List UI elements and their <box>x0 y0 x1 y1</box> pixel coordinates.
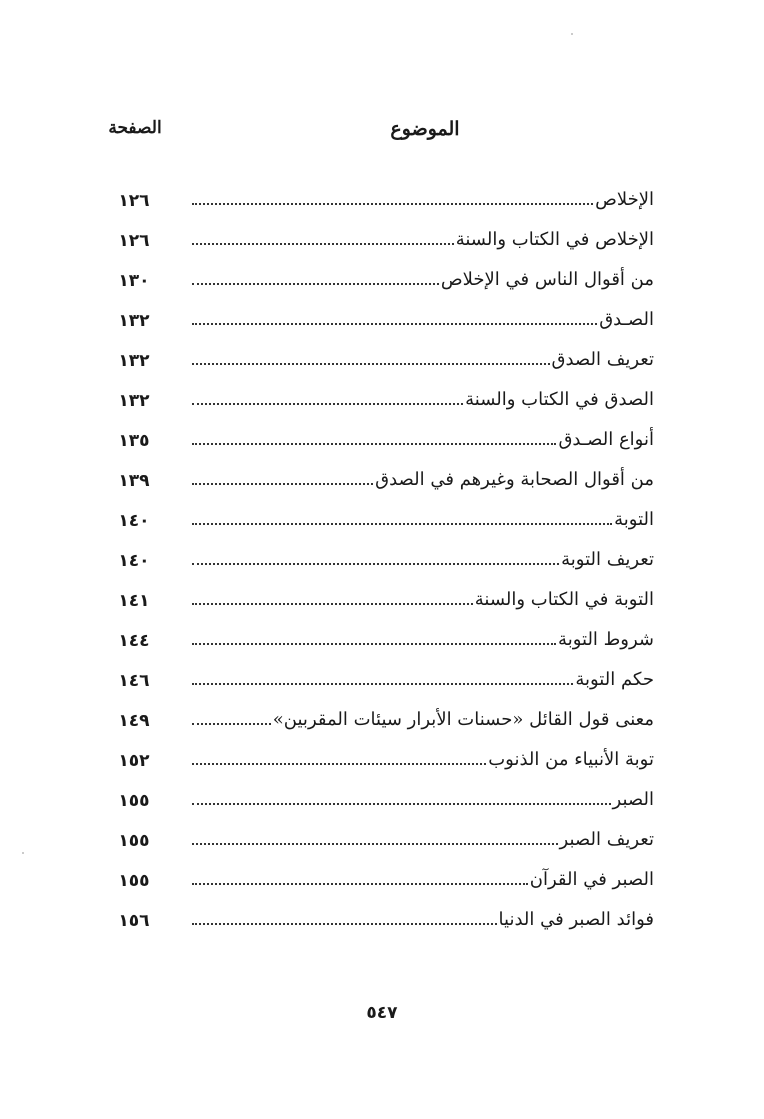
toc-entry-title: من أقوال الناس في الإخلاص <box>440 269 654 290</box>
toc-entry[interactable] <box>0 423 764 463</box>
toc-entry-title: الإخلاص <box>595 189 654 210</box>
toc-entry-line <box>192 429 654 459</box>
toc-entry-page: ١٣٢ <box>118 391 150 411</box>
toc-entry-title: حكم التوبة <box>575 669 654 690</box>
toc-entry[interactable] <box>0 863 764 903</box>
toc-entry[interactable] <box>0 503 764 543</box>
toc-entry-title: التوبة في الكتاب والسنة <box>474 589 654 610</box>
dot-leader <box>192 563 559 565</box>
dot-leader <box>192 323 597 325</box>
toc-entry-title: أنواع الصـدق <box>558 429 654 450</box>
toc-entry-title: الصبر في القرآن <box>529 869 654 890</box>
toc-entry-line <box>192 789 654 819</box>
dot-leader <box>192 803 611 805</box>
toc-entry-line <box>192 749 654 779</box>
toc-entry-page: ١٤٤ <box>118 631 150 651</box>
toc-entry-page: ١٤١ <box>118 591 150 611</box>
toc-entry[interactable] <box>0 303 764 343</box>
scan-speck <box>571 33 573 35</box>
toc-entry-page: ١٥٥ <box>118 791 150 811</box>
dot-leader <box>192 443 556 445</box>
dot-leader <box>192 723 271 725</box>
toc-entry-title: تعريف الصدق <box>551 349 654 370</box>
dot-leader <box>192 683 573 685</box>
page-number: ٥٤٧ <box>366 1003 398 1023</box>
toc-entry-title: الإخلاص في الكتاب والسنة <box>455 229 654 250</box>
toc-entry-page: ١٤٦ <box>118 671 150 691</box>
toc-entry[interactable] <box>0 743 764 783</box>
dot-leader <box>192 203 593 205</box>
toc-entry[interactable] <box>0 783 764 823</box>
toc-entry-line <box>192 589 654 619</box>
toc-entry-title: فوائد الصبر في الدنيا <box>498 909 654 930</box>
toc-entry-page: ١٣٠ <box>118 271 150 291</box>
toc-entry-line <box>192 309 654 339</box>
toc-entry-line <box>192 509 654 539</box>
toc-entry-page: ١٣٢ <box>118 311 150 331</box>
toc-entry[interactable] <box>0 903 764 943</box>
toc-entry[interactable] <box>0 623 764 663</box>
toc-entry[interactable] <box>0 383 764 423</box>
toc-entry-line <box>192 629 654 659</box>
dot-leader <box>192 763 486 765</box>
dot-leader <box>192 403 463 405</box>
toc-entry-page: ١٥٥ <box>118 871 150 891</box>
toc-entry-line <box>192 269 654 299</box>
dot-leader <box>192 483 373 485</box>
toc-entry[interactable] <box>0 223 764 263</box>
toc-entry-line <box>192 349 654 379</box>
toc-entry-page: ١٤٩ <box>118 711 150 731</box>
toc-entry[interactable] <box>0 583 764 623</box>
toc-entry-line <box>192 469 654 499</box>
toc-entry-line <box>192 229 654 259</box>
toc-entry-line <box>192 829 654 859</box>
toc-entry-page: ١٤٠ <box>118 551 150 571</box>
toc-entry[interactable] <box>0 543 764 583</box>
dot-leader <box>192 603 473 605</box>
scan-speck <box>22 852 24 854</box>
toc-entry-title: تعريف التوبة <box>561 549 654 570</box>
toc-entry[interactable] <box>0 463 764 503</box>
dot-leader <box>192 643 556 645</box>
toc-entry-title: تعريف الصبر <box>559 829 654 850</box>
toc-entry-line <box>192 709 654 739</box>
toc-entry-line <box>192 549 654 579</box>
toc-entry[interactable] <box>0 343 764 383</box>
toc-entry[interactable] <box>0 263 764 303</box>
toc-entry[interactable] <box>0 663 764 703</box>
toc-entry-page: ١٤٠ <box>118 511 150 531</box>
toc-entry-title: توبة الأنبياء من الذنوب <box>488 749 654 770</box>
toc-entry-page: ١٢٦ <box>118 191 150 211</box>
toc-entry-line <box>192 869 654 899</box>
toc-entry-page: ١٥٥ <box>118 831 150 851</box>
toc-entry-line <box>192 189 654 219</box>
toc-entry[interactable] <box>0 823 764 863</box>
table-of-contents <box>0 183 764 943</box>
toc-entry[interactable] <box>0 183 764 223</box>
dot-leader <box>192 883 528 885</box>
toc-entry-page: ١٣٥ <box>118 431 150 451</box>
dot-leader <box>192 843 558 845</box>
dot-leader <box>192 243 454 245</box>
toc-entry-title: الصـدق <box>599 309 654 330</box>
toc-entry-title: التوبة <box>614 509 654 530</box>
toc-entry-title: شروط التوبة <box>558 629 654 650</box>
toc-entry-line <box>192 389 654 419</box>
toc-entry-page: ١٥٢ <box>118 751 150 771</box>
dot-leader <box>192 283 439 285</box>
dot-leader <box>192 523 612 525</box>
toc-entry-page: ١٣٢ <box>118 351 150 371</box>
toc-entry-title: معنى قول القائل «حسنات الأبرار سيئات المقربين» <box>272 709 654 730</box>
dot-leader <box>192 363 550 365</box>
toc-entry-page: ١٣٩ <box>118 471 150 491</box>
topic-column-heading: الموضوع <box>390 118 460 140</box>
dot-leader <box>192 923 497 925</box>
toc-entry-title: الصدق في الكتاب والسنة <box>465 389 654 410</box>
toc-entry-title: من أقوال الصحابة وغيرهم في الصدق <box>375 469 654 490</box>
toc-entry-page: ١٥٦ <box>118 911 150 931</box>
page-column-heading: الصفحة <box>108 118 162 138</box>
toc-entry-title: الصبر <box>612 789 654 810</box>
toc-header <box>0 118 764 148</box>
toc-entry-line <box>192 909 654 939</box>
toc-entry-page: ١٢٦ <box>118 231 150 251</box>
toc-entry[interactable] <box>0 703 764 743</box>
toc-entry-line <box>192 669 654 699</box>
